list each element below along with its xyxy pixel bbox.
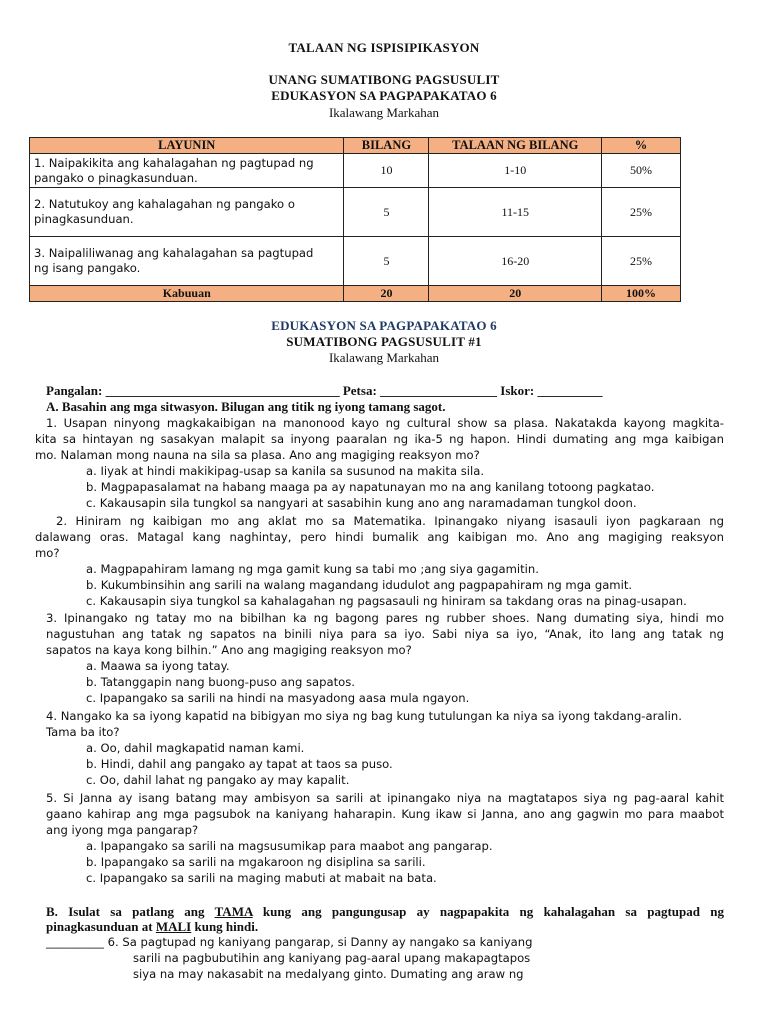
score-label: Iskor: <box>500 383 535 398</box>
question-line: dalawang oras. Matagal kang naghintay, pero hindi bumalik ang kaibigan mo. Ano ang magiging reaksyon <box>35 530 724 544</box>
objective-line: ng isang pangako. <box>34 261 141 275</box>
choice-option[interactable]: a. Ipapangako sa sarili na magsusumikap para maabot ang pangarap. <box>86 839 493 853</box>
objective-line: pangako o pinagkasunduan. <box>34 170 198 185</box>
total-label: Kabuuan <box>30 286 344 302</box>
question-line: gaano kahirap ang mga pagsubok na kaniyang haharapin. Kung ikaw si Janna, ano ang gagwin mo para maabot <box>46 807 724 821</box>
specification-table <box>29 137 681 302</box>
spec-title: TALAAN NG ISPISIPIKASYON <box>288 40 480 55</box>
date-field[interactable]: __________________ <box>380 383 498 398</box>
choice-option[interactable]: a. Iiyak at hindi makikipag-usap sa kanila sa susunod na makita sila. <box>86 464 485 478</box>
table-row <box>30 237 681 286</box>
date-label: Petsa: <box>342 383 377 398</box>
choice-option[interactable]: c. Kakausapin sila tungkol sa nangyari at sasabihin kung ano ang naramadaman tungkol doon. <box>86 496 637 510</box>
objective-line: 3. Naipaliliwanag ang kahalagahan sa pagtupad <box>34 246 314 260</box>
question-line: 5. Si Janna ay isang batang may ambisyon sa sarili at ipinangako niya na magtatapos siya ng pag-aaral kahit <box>46 791 724 805</box>
objective-cell <box>30 154 344 188</box>
objective-line: 1. Naipakikita ang kahalagahan ng pagtupad ng <box>34 155 314 170</box>
part-b-text: kung ang pangungusap ay nagpapakita ng kahalagahan sa pagtupad ng <box>252 904 724 919</box>
answer-blank[interactable]: __________ <box>46 935 104 949</box>
choice-option[interactable]: b. Kukumbinsihin ang sarili na walang magandang idudulot ang pagpapahiram ng mga gamit. <box>86 578 633 592</box>
score-field[interactable]: __________ <box>537 383 603 398</box>
question-line: nagustuhan ang tatak ng sapatos na binili niya para sa iyo. Sabi niya sa iyo, “Anak, ito lang ang tatak ng <box>46 627 724 641</box>
part-b-instruction-cont <box>46 919 258 934</box>
count-cell: 10 <box>344 154 429 188</box>
question-line <box>46 935 533 950</box>
exam-title: UNANG SUMATIBONG PAGSUSULIT <box>268 72 500 87</box>
part-b-text: pinagkasunduan at <box>46 919 156 934</box>
question-line: mo? <box>35 546 60 560</box>
student-info-line <box>46 383 602 398</box>
question-line: 1. Usapan ninyong magkakaibigan na manonood kayo ng cultural show sa plasa. Nakatakda kayong magkita- <box>46 416 724 430</box>
percent-cell: 25% <box>602 237 681 286</box>
items-cell: 11-15 <box>429 188 602 237</box>
question-line: siya na may nakasabit na medalyang ginto. Dumating ang araw ng <box>133 967 524 981</box>
items-cell: 1-10 <box>429 154 602 188</box>
question-line: 4. Nangako ka sa iyong kapatid na bibigyan mo siya ng bag kung tutulungan ka niya sa iyong takdang-aralin. <box>46 709 682 723</box>
choice-option[interactable]: c. Ipapangako sa sarili na hindi na masyadong aasa mula ngayon. <box>86 691 470 705</box>
column-header-talaan: TALAAN NG BILANG <box>429 138 602 154</box>
objective-cell <box>30 188 344 237</box>
percent-cell: 50% <box>602 154 681 188</box>
question-line: kita sa hintayan ng sasakyan malapit sa inyong paaralan ng ika-5 ng hapon. Hindi dumating ang mga kaibigan <box>35 432 724 446</box>
mali-keyword: MALI <box>155 919 192 934</box>
table-row <box>30 154 681 188</box>
percent-cell: 25% <box>602 188 681 237</box>
choice-option[interactable]: a. Magpapahiram lamang ng mga gamit kung sa tabi mo ;ang siya gagamitin. <box>86 562 539 576</box>
part-b-text: kung hindi. <box>191 919 259 934</box>
choice-option[interactable]: a. Oo, dahil magkapatid naman kami. <box>86 741 305 755</box>
total-count: 20 <box>344 286 429 302</box>
objective-line: 2. Natutukoy ang kahalagahan ng pangako o <box>34 197 295 211</box>
objective-line: pinagkasunduan. <box>34 212 134 226</box>
tama-keyword: TAMA <box>214 904 253 919</box>
question-text: 6. Sa pagtupad ng kaniyang pangarap, si Danny ay nangako sa kaniyang <box>103 935 533 949</box>
question-line: sarili na pagbubutihin ang kaniyang pag-aaral upang makapagtapos <box>133 951 531 965</box>
question-line: 2. Hiniram ng kaibigan mo ang aklat mo sa Matematika. Ipinangako niyang isasauli iyon pagkaraan ng <box>56 514 724 528</box>
choice-option[interactable]: a. Maawa sa iyong tatay. <box>86 659 230 673</box>
question-line: Tama ba ito? <box>46 725 120 739</box>
choice-option[interactable]: c. Oo, dahil lahat ng pangako ay may kapalit. <box>86 773 350 787</box>
total-items: 20 <box>429 286 602 302</box>
objective-cell <box>30 237 344 286</box>
items-cell: 16-20 <box>429 237 602 286</box>
subject-title: EDUKASYON SA PAGPAPAKATAO 6 <box>271 88 497 103</box>
question-line: ang iyong mga pangarap? <box>46 823 199 837</box>
table-row <box>30 188 681 237</box>
table-header-row <box>30 138 681 154</box>
choice-option[interactable]: b. Ipapangako sa sarili na mgakaroon ng disiplina sa sarili. <box>86 855 426 869</box>
choice-option[interactable]: b. Hindi, dahil ang pangako ay tapat at taos sa puso. <box>86 757 393 771</box>
test-subject: EDUKASYON SA PAGPAPAKATAO 6 <box>271 318 497 333</box>
choice-option[interactable]: b. Tatanggapin nang buong-puso ang sapatos. <box>86 675 355 689</box>
question-line: mo. Nalaman mong nauna na sila sa plasa. Ano ang magiging reaksyon mo? <box>35 448 480 462</box>
column-header-layunin: LAYUNIN <box>30 138 344 154</box>
quarter-label: Ikalawang Markahan <box>328 105 440 120</box>
choice-option[interactable]: c. Kakausapin siya tungkol sa kahalagahan ng pagsasauli ng hiniram sa takdang oras na pinag-usapan. <box>86 594 687 608</box>
question-line: 3. Ipinangako ng tatay mo na bibilhan ka ng bagong pares ng rubber shoes. Nang dumating siya, hindi mo <box>46 611 724 625</box>
part-a-instruction: A. Basahin ang mga sitwasyon. Bilugan ang titik ng iyong tamang sagot. <box>46 399 446 414</box>
test-title: SUMATIBONG PAGSUSULIT #1 <box>286 334 482 349</box>
count-cell: 5 <box>344 188 429 237</box>
choice-option[interactable]: b. Magpapasalamat na habang maaga pa ay napatunayan mo na ang kanilang totoong pagkatao. <box>86 480 655 494</box>
total-percent: 100% <box>602 286 681 302</box>
column-header-percent: % <box>602 138 681 154</box>
name-field[interactable]: ____________________________________ <box>105 383 340 398</box>
column-header-bilang: BILANG <box>344 138 429 154</box>
name-label: Pangalan: <box>46 383 103 398</box>
test-quarter: Ikalawang Markahan <box>328 350 440 365</box>
table-total-row <box>30 286 681 302</box>
choice-option[interactable]: c. Ipapangako sa sarili na maging mabuti at mabait na bata. <box>86 871 437 885</box>
part-b-instruction <box>46 904 724 919</box>
count-cell: 5 <box>344 237 429 286</box>
question-line: sapatos na kaya kong bilhin.” Ano ang magiging reaksyon mo? <box>46 643 412 657</box>
part-b-text: B. Isulat sa patlang ang <box>46 904 215 919</box>
